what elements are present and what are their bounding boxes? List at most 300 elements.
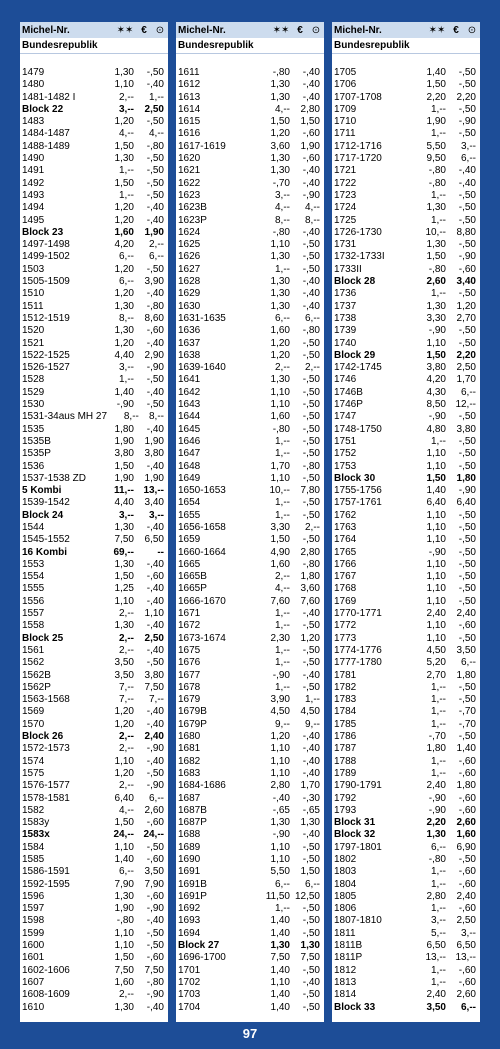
catalog-number: 1592-1595	[22, 878, 70, 890]
catalog-row	[176, 989, 324, 1001]
price-used: 1,90	[144, 435, 164, 447]
catalog-number: 1746B	[334, 386, 363, 398]
price-used: 9,--	[305, 718, 320, 730]
catalog-number: 1544	[22, 521, 45, 533]
price-mint: 2,--	[119, 731, 134, 743]
catalog-number: 1494	[22, 202, 45, 214]
price-used: -,40	[146, 337, 164, 349]
price-mint: 1,10	[426, 521, 446, 533]
catalog-number: 1483	[22, 116, 45, 128]
catalog-number: 1703	[178, 989, 201, 1001]
price-used: 2,60	[144, 804, 164, 816]
price-mint: -,90	[428, 411, 446, 423]
catalog-number: 1811	[334, 927, 356, 939]
catalog-number: 1576-1577	[22, 780, 70, 792]
price-mint: 4,--	[275, 202, 290, 214]
catalog-row	[332, 141, 480, 153]
price-mint: -,80	[428, 177, 446, 189]
catalog-number: 1732-1733I	[334, 251, 385, 263]
catalog-row	[20, 547, 168, 559]
spacer	[20, 54, 168, 67]
price-used: -,60	[458, 866, 476, 878]
used-stamp-icon: ⊙	[311, 24, 321, 36]
catalog-number: 1562B	[22, 669, 51, 681]
price-mint: 1,20	[114, 767, 134, 779]
catalog-row	[332, 165, 480, 177]
catalog-number: 1687B	[178, 804, 207, 816]
price-mint: 1,10	[114, 841, 134, 853]
catalog-row	[332, 805, 480, 817]
column-header	[332, 22, 480, 38]
catalog-row	[332, 879, 480, 891]
catalog-row	[332, 915, 480, 927]
price-used: -,90	[458, 251, 476, 263]
price-mint: 1,25	[114, 583, 134, 595]
catalog-row	[176, 202, 324, 214]
catalog-row	[20, 448, 168, 460]
catalog-number: 1813	[334, 976, 357, 988]
catalog-number: 1814	[334, 989, 357, 1001]
catalog-row	[176, 682, 324, 694]
entry-list	[176, 67, 324, 1022]
catalog-row	[176, 768, 324, 780]
catalog-number: 1807-1810	[334, 915, 382, 927]
catalog-row	[20, 1002, 168, 1014]
catalog-row	[176, 67, 324, 79]
price-used: 7,50	[144, 964, 164, 976]
price-used: -,40	[146, 460, 164, 472]
price-used: 12,--	[455, 399, 476, 411]
catalog-row	[20, 891, 168, 903]
catalog-number: 1479	[22, 67, 45, 78]
catalog-number: 1614	[178, 103, 201, 115]
price-used: -,70	[458, 706, 476, 718]
catalog-number: 1585	[22, 854, 45, 865]
price-mint: 7,90	[114, 878, 134, 890]
price-mint: 1,60	[270, 558, 290, 570]
price-mint: 5,50	[426, 140, 446, 152]
catalog-number: 1647	[178, 448, 201, 460]
price-mint: 24,--	[113, 829, 134, 841]
price-used: -,60	[458, 263, 476, 275]
price-mint: 1,30	[270, 300, 290, 312]
catalog-number: 1757-1761	[334, 497, 382, 509]
catalog-row	[20, 657, 168, 669]
price-used: -,80	[146, 300, 164, 312]
price-used: -,40	[146, 423, 164, 435]
price-used: 3,50	[144, 866, 164, 878]
catalog-number: 1526-1527	[22, 362, 70, 374]
catalog-row	[176, 374, 324, 386]
catalog-row	[176, 104, 324, 116]
price-used: -,40	[146, 558, 164, 570]
price-used: -,50	[458, 79, 476, 91]
catalog-row	[20, 534, 168, 546]
price-used: --	[157, 546, 164, 558]
catalog-row	[176, 288, 324, 300]
price-used: -,40	[458, 165, 476, 177]
catalog-row	[332, 202, 480, 214]
price-mint: 1,80	[114, 423, 134, 435]
price-used: -,50	[458, 448, 476, 460]
catalog-number: 1602-1606	[22, 964, 70, 976]
catalog-row	[332, 817, 480, 829]
catalog-number: 1622	[178, 177, 201, 189]
catalog-row	[332, 657, 480, 669]
section-title: Bundesrepublik	[332, 38, 480, 54]
catalog-row	[176, 829, 324, 841]
catalog-number: 1586-1591	[22, 866, 70, 878]
price-used: 6,90	[456, 841, 476, 853]
catalog-number: 1555	[22, 583, 45, 595]
catalog-row	[20, 952, 168, 964]
catalog-row	[332, 891, 480, 903]
price-mint: 1,20	[270, 128, 290, 140]
price-mint: 1,50	[114, 817, 134, 829]
price-used: -,50	[302, 854, 320, 865]
catalog-number: 1596	[22, 890, 45, 902]
catalog-number: 1681	[178, 743, 201, 755]
catalog-row	[332, 227, 480, 239]
catalog-number: 1631-1635	[178, 312, 226, 324]
price-mint: -,70	[272, 177, 290, 189]
catalog-row	[332, 116, 480, 128]
price-used: -,50	[302, 423, 320, 435]
catalog-row	[332, 411, 480, 423]
catalog-number: 1648	[178, 460, 201, 472]
catalog-number: 1545-1552	[22, 534, 70, 546]
price-mint: 1,--	[275, 263, 290, 275]
price-mint: 2,20	[426, 817, 446, 829]
catalog-number: 1748-1750	[334, 423, 382, 435]
catalog-row	[332, 633, 480, 645]
catalog-number: 1665B	[178, 571, 207, 583]
catalog-row	[20, 411, 168, 423]
catalog-row	[20, 571, 168, 583]
price-mint: 3,50	[114, 657, 134, 669]
catalog-row	[20, 215, 168, 227]
price-mint: 6,--	[275, 878, 290, 890]
catalog-number: Block 28	[334, 276, 376, 288]
price-used: 12,50	[294, 890, 320, 902]
catalog-row	[20, 866, 168, 878]
price-used: -,60	[458, 903, 476, 915]
price-mint: 10,--	[425, 226, 446, 238]
catalog-number: 1679P	[178, 718, 207, 730]
catalog-number: 1607	[22, 976, 45, 988]
price-mint: 2,--	[119, 91, 134, 103]
price-mint: 3,50	[114, 669, 134, 681]
catalog-row	[176, 670, 324, 682]
catalog-number: 1788	[334, 755, 357, 767]
catalog-row	[20, 756, 168, 768]
price-mint: 6,--	[119, 276, 134, 288]
price-mint: 4,--	[275, 583, 290, 595]
price-mint: 6,40	[114, 792, 134, 804]
price-mint: 1,--	[431, 755, 446, 767]
price-mint: 1,10	[426, 460, 446, 472]
price-used: 2,60	[456, 817, 476, 829]
price-used: -,50	[458, 460, 476, 472]
catalog-row	[20, 977, 168, 989]
price-mint: 1,--	[275, 903, 290, 915]
catalog-number: 1803	[334, 866, 357, 878]
catalog-row	[176, 399, 324, 411]
catalog-number: 1583x	[22, 829, 50, 841]
catalog-row	[332, 645, 480, 657]
catalog-number: 1644	[178, 411, 201, 423]
column-header	[176, 22, 324, 38]
catalog-number: 1611	[178, 67, 200, 78]
catalog-row	[332, 461, 480, 473]
price-mint: 1,30	[270, 940, 290, 952]
catalog-number: 1693	[178, 915, 201, 927]
catalog-number: Block 30	[334, 472, 376, 484]
catalog-row	[176, 583, 324, 595]
catalog-row	[176, 338, 324, 350]
price-mint: 2,40	[426, 780, 446, 792]
catalog-row	[332, 682, 480, 694]
catalog-number: 1623P	[178, 214, 207, 226]
price-mint: 4,--	[119, 804, 134, 816]
catalog-row	[176, 805, 324, 817]
catalog-number: 1712-1716	[334, 140, 382, 152]
price-used: 2,80	[300, 103, 320, 115]
price-mint: 3,--	[119, 362, 134, 374]
catalog-number: 1689	[178, 841, 201, 853]
catalog-number: 1660-1664	[178, 546, 226, 558]
price-used: -,90	[146, 362, 164, 374]
catalog-number: 1721	[334, 165, 357, 177]
price-mint: 7,50	[114, 534, 134, 546]
price-mint: 1,40	[114, 854, 134, 865]
catalog-number: 1650-1653	[178, 485, 226, 497]
catalog-number: 1608-1609	[22, 989, 70, 1001]
catalog-row	[176, 436, 324, 448]
price-mint: 1,10	[270, 755, 290, 767]
used-stamp-icon: ⊙	[467, 24, 477, 36]
price-mint: 10,--	[269, 485, 290, 497]
price-used: -,90	[146, 780, 164, 792]
price-mint: 1,50	[426, 251, 446, 263]
price-used: -,60	[302, 153, 320, 165]
price-used: -,90	[302, 189, 320, 201]
catalog-number: 1597	[22, 903, 45, 915]
catalog-row	[20, 325, 168, 337]
catalog-number: 1624	[178, 226, 201, 238]
catalog-column	[332, 22, 480, 1022]
catalog-number: 1612	[178, 79, 201, 91]
catalog-number: 1623B	[178, 202, 207, 214]
price-used: 2,60	[456, 989, 476, 1001]
catalog-row	[332, 1002, 480, 1014]
catalog-row	[176, 547, 324, 559]
price-used: -,50	[146, 189, 164, 201]
price-mint: 1,30	[114, 890, 134, 902]
price-used: -,50	[302, 964, 320, 976]
catalog-number: 1683	[178, 767, 201, 779]
price-mint: 1,--	[431, 903, 446, 915]
header-michel-nr: Michel-Nr.	[334, 24, 382, 36]
price-mint: 1,--	[119, 165, 134, 177]
catalog-number: 1672	[178, 620, 201, 632]
catalog-number: 1572-1573	[22, 743, 70, 755]
price-mint: 11,--	[113, 485, 134, 497]
catalog-row	[176, 793, 324, 805]
price-used: 1,20	[300, 632, 320, 644]
catalog-number: 1688	[178, 829, 201, 841]
catalog-row	[332, 965, 480, 977]
price-used: -,80	[146, 140, 164, 152]
price-used: -,40	[146, 1001, 164, 1013]
catalog-number: 1629	[178, 288, 201, 300]
price-used: -,40	[302, 177, 320, 189]
catalog-row	[20, 743, 168, 755]
price-used: 1,80	[456, 669, 476, 681]
price-used: -,50	[146, 940, 164, 952]
price-used: -,60	[458, 792, 476, 804]
catalog-row	[176, 940, 324, 952]
price-mint: 13,--	[425, 952, 446, 964]
catalog-number: 1649	[178, 472, 201, 484]
catalog-number: 1787	[334, 743, 357, 755]
price-used: 2,50	[144, 103, 164, 115]
price-mint: 3,30	[270, 521, 290, 533]
price-used: -,50	[458, 632, 476, 644]
price-used: -,50	[146, 767, 164, 779]
price-mint: 1,10	[270, 472, 290, 484]
price-used: 1,30	[300, 817, 320, 829]
catalog-number: 1575	[22, 767, 45, 779]
catalog-row	[332, 571, 480, 583]
catalog-row	[332, 780, 480, 792]
price-used: -,40	[302, 767, 320, 779]
catalog-row	[176, 264, 324, 276]
price-used: 2,90	[144, 349, 164, 361]
price-mint: 1,60	[114, 226, 134, 238]
price-mint: 1,90	[114, 435, 134, 447]
catalog-number: 1600	[22, 940, 45, 952]
price-mint: 1,50	[270, 534, 290, 546]
catalog-row	[332, 92, 480, 104]
catalog-row	[176, 977, 324, 989]
price-mint: 1,50	[426, 349, 446, 361]
price-mint: 1,20	[114, 263, 134, 275]
price-used: 1,40	[456, 743, 476, 755]
price-used: 1,90	[144, 472, 164, 484]
price-used: -,50	[458, 103, 476, 115]
catalog-row	[20, 793, 168, 805]
price-mint: 1,10	[270, 767, 290, 779]
price-mint: -,65	[272, 804, 290, 816]
price-used: 1,30	[300, 940, 320, 952]
catalog-number: 1529	[22, 386, 45, 398]
price-mint: 1,30	[270, 288, 290, 300]
price-mint: 7,--	[119, 694, 134, 706]
price-mint: 7,60	[270, 595, 290, 607]
catalog-row	[20, 928, 168, 940]
catalog-number: 1784	[334, 706, 357, 718]
price-used: 7,--	[149, 694, 164, 706]
catalog-row	[176, 854, 324, 866]
catalog-row	[332, 448, 480, 460]
catalog-row	[332, 952, 480, 964]
catalog-number: 1583y	[22, 817, 50, 829]
catalog-number: Block 22	[22, 103, 64, 115]
price-used: -,50	[458, 694, 476, 706]
catalog-number: 1677	[178, 669, 201, 681]
price-used: -,50	[302, 1001, 320, 1013]
price-mint: 1,20	[114, 288, 134, 300]
catalog-row	[20, 780, 168, 792]
catalog-row	[20, 436, 168, 448]
price-mint: 1,20	[114, 116, 134, 128]
catalog-row	[176, 128, 324, 140]
price-mint: 1,10	[426, 534, 446, 546]
price-mint: 1,10	[114, 79, 134, 91]
price-mint: -,80	[116, 915, 134, 927]
price-mint: 1,50	[114, 177, 134, 189]
catalog-row	[176, 116, 324, 128]
price-used: -,40	[302, 226, 320, 238]
price-used: -,50	[146, 927, 164, 939]
catalog-number: 1637	[178, 337, 201, 349]
catalog-row	[176, 952, 324, 964]
catalog-row	[20, 239, 168, 251]
price-used: -,50	[302, 251, 320, 263]
catalog-row	[332, 362, 480, 374]
catalog-row	[20, 288, 168, 300]
catalog-number: 1562	[22, 657, 45, 669]
price-mint: 1,20	[270, 349, 290, 361]
catalog-row	[176, 411, 324, 423]
catalog-row	[20, 461, 168, 473]
price-mint: 1,30	[270, 817, 290, 829]
catalog-number: Block 33	[334, 1001, 376, 1013]
catalog-number: 1484-1487	[22, 128, 70, 140]
price-mint: 1,50	[114, 460, 134, 472]
catalog-number: 1569	[22, 706, 45, 718]
price-mint: 1,20	[114, 337, 134, 349]
price-mint: 1,--	[431, 964, 446, 976]
catalog-number: 1626	[178, 251, 201, 263]
price-used: 1,60	[456, 829, 476, 841]
price-mint: 2,--	[119, 608, 134, 620]
price-mint: 1,40	[114, 386, 134, 398]
price-mint: 1,30	[114, 67, 134, 78]
catalog-row	[20, 719, 168, 731]
catalog-row	[176, 510, 324, 522]
catalog-number: Block 26	[22, 731, 64, 743]
catalog-number: 1646	[178, 435, 201, 447]
catalog-number: 1497-1498	[22, 239, 70, 251]
price-used: 4,--	[305, 202, 320, 214]
catalog-row	[332, 706, 480, 718]
price-mint: -,70	[428, 731, 446, 743]
price-used: -,50	[458, 128, 476, 140]
price-used: -,60	[458, 755, 476, 767]
price-mint: 1,--	[275, 435, 290, 447]
price-mint: 1,30	[114, 1001, 134, 1013]
price-used: -,40	[302, 743, 320, 755]
catalog-number: 1687P	[178, 817, 207, 829]
price-mint: 1,10	[426, 583, 446, 595]
price-mint: 1,--	[431, 128, 446, 140]
price-used: 6,--	[461, 153, 476, 165]
price-used: -,50	[302, 989, 320, 1001]
catalog-row	[332, 399, 480, 411]
price-mint: 1,10	[270, 386, 290, 398]
